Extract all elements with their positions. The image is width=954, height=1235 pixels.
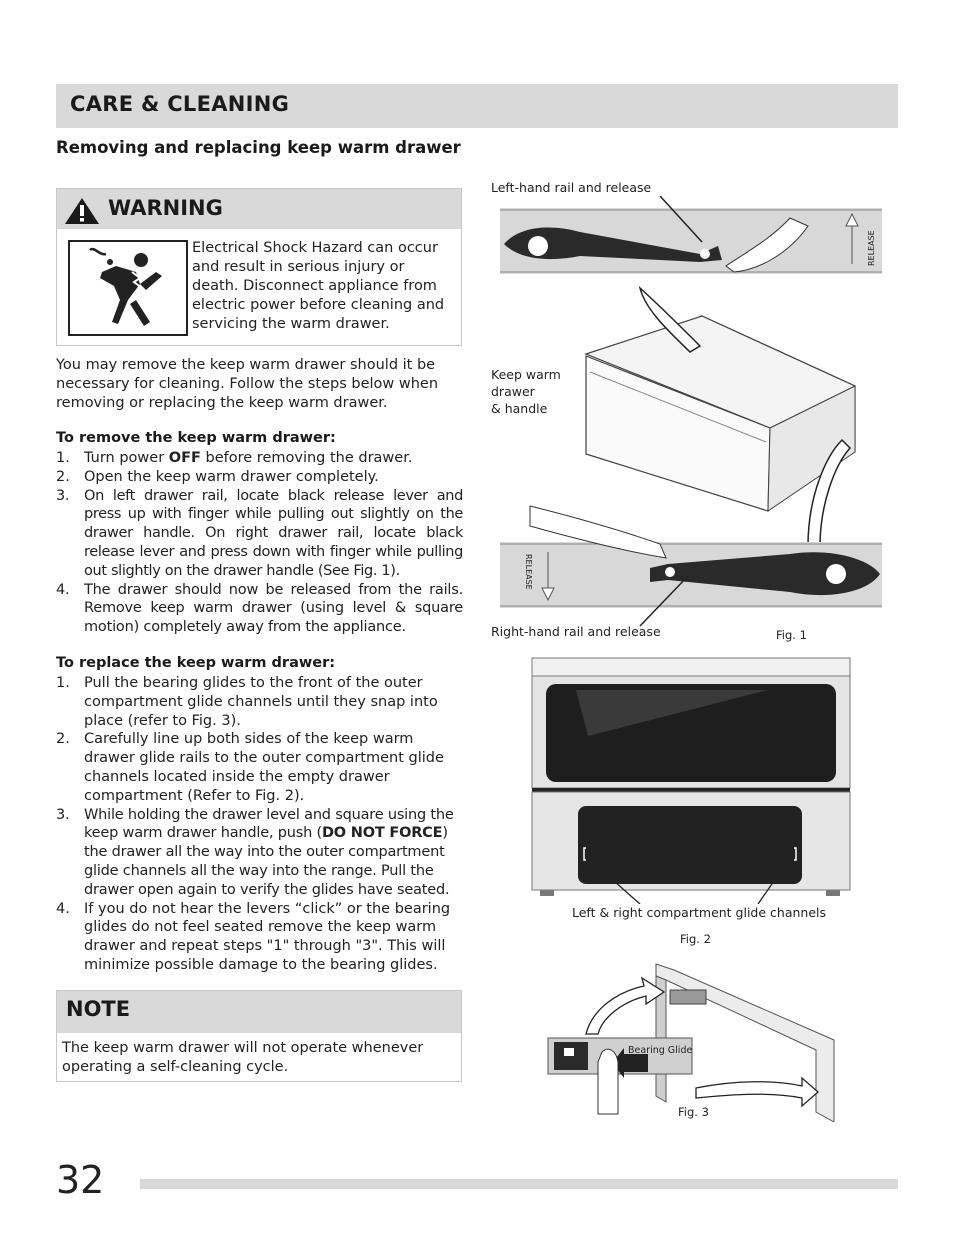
release-label-bottom: RELEASE [524,554,533,590]
release-label-top: RELEASE [867,230,876,266]
list-item: 2. Carefully line up both sides of the keep warm drawer glide rails to the outer compartment glide channels located inside the empty drawer compartment (Refer to Fig. 2). [56,731,444,804]
replace-steps-list [56,674,463,975]
electrical-shock-hazard-icon [68,240,188,336]
note-title: NOTE [66,997,131,1021]
replace-heading: To replace the keep warm drawer: [56,655,336,671]
list-item: 1. Turn power OFF before removing the drawer. [56,450,413,466]
fig1-label: Fig. 1 [776,628,807,642]
list-item: 3. While holding the drawer level and square using the keep warm drawer handle, push (DO NOT FORCE) the drawer all the way into the outer compartment glide channels all the way into the range. Pull the drawer open again to verify the glides have seated. [56,806,454,898]
fig2-label: Fig. 2 [680,932,711,946]
fig3-illustration [546,962,838,1122]
list-item: 1. Pull the bearing glides to the front of the outer compartment glide channels until they snap into place (refer to Fig. 3). [56,675,438,729]
list-item: 4. The drawer should now be released from the rails. Remove keep warm drawer (using level & square motion) completely away from the appliance. [56,581,463,636]
note-text: The keep warm drawer will not operate whenever operating a self-cleaning cycle. [62,1040,424,1075]
intro-paragraph: You may remove the keep warm drawer should it be necessary for cleaning. Follow the steps below when removing or replacing the keep warm drawer. [56,357,439,411]
fig2-caption: Left & right compartment glide channels [572,905,827,920]
fig1-right-caption: Right-hand rail and release [491,624,661,639]
list-item: 2. Open the keep warm drawer completely. [56,468,379,485]
footer-bar [140,1179,898,1189]
bearing-glide-label: Bearing Glide [628,1045,693,1056]
page-subtitle: Removing and replacing keep warm drawer [56,138,461,157]
section-title: CARE & CLEANING [70,92,290,116]
remove-steps-list [56,449,463,637]
fig2-illustration [528,656,854,904]
list-item: 3. On left drawer rail, locate black release lever and press up with finger while pulling out slightly on the drawer handle. On right drawer rail, locate black release lever and press down with finger while pulling out slightly on the drawer handle (See Fig. 1). [56,487,463,579]
warning-triangle-icon [64,197,100,225]
fig3-label: Fig. 3 [678,1105,709,1119]
list-item: 4. If you do not hear the levers “click” or the bearing glides do not feel seated remove the keep warm drawer and repeat steps "1" through "3". This will minimize possible damage to the bearing glides. [56,900,451,973]
warning-title: WARNING [108,196,223,220]
page-number: 32 [56,1158,105,1202]
fig1-illustration [490,196,890,646]
warning-text: Electrical Shock Hazard can occur and result in serious injury or death. Disconnect appliance from electric power before cleaning and servicing the warm drawer. [192,240,445,332]
fig1-left-caption: Left-hand rail and release [491,180,652,195]
fig1-drawer-caption: Keep warm drawer & handle [491,367,561,416]
remove-heading: To remove the keep warm drawer: [56,430,336,446]
